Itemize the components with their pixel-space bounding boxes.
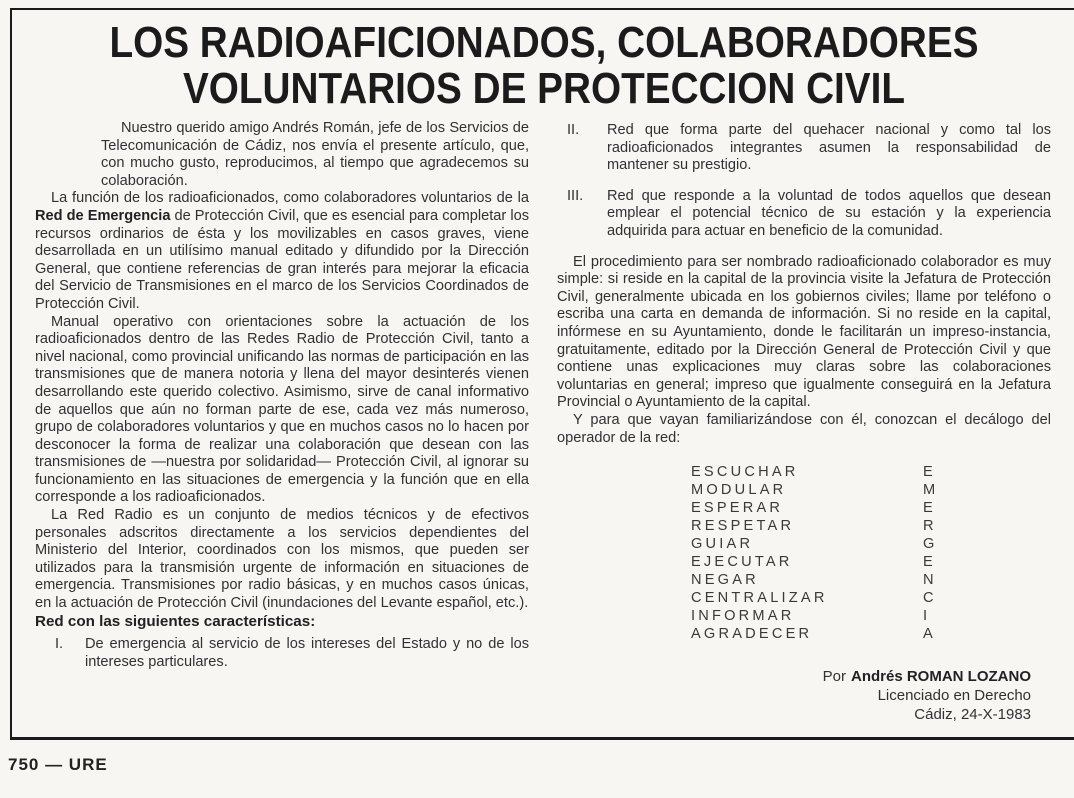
right-column	[557, 120, 1051, 724]
left-column	[35, 120, 529, 724]
decalogo-letter: E	[923, 464, 936, 481]
characteristics-subhead: Red con las siguientes características:	[35, 612, 316, 630]
list-item-1-numeral: I.	[55, 636, 64, 653]
decalogo-row	[691, 607, 1051, 625]
list-item-2-numeral: II.	[567, 122, 580, 138]
list-item-2-text: Red que forma parte del quehacer nacional y como tal los radioaficionados integrantes asumen la responsabilidad de mantener su prestigio.	[607, 122, 1051, 174]
decalogo-row	[691, 625, 1051, 643]
decalogo-letter: C	[923, 590, 937, 607]
decalogo-word: GUIAR	[691, 536, 754, 553]
page-number-footer: 750 — URE	[8, 755, 108, 774]
decalogo-word: ESPERAR	[691, 500, 784, 517]
list-item-3-numeral: III.	[567, 187, 584, 204]
signature-author-name: Andrés ROMAN LOZANO	[851, 668, 1031, 686]
decalogo-row	[691, 553, 1051, 571]
decalogo-word: CENTRALIZAR	[691, 590, 828, 607]
article-columns	[12, 118, 1074, 724]
list-item-2	[557, 122, 1051, 175]
list-item-1	[35, 636, 529, 671]
paragraph-funcion-bold: Red de Emergencia	[35, 207, 171, 224]
decalogo-letter: M	[923, 482, 939, 499]
article-title-line-2: VOLUNTARIOS DE PROTECCION CIVIL	[182, 64, 906, 113]
signature-credential: Licenciado en Derecho	[877, 687, 1031, 705]
list-item-3	[557, 188, 1051, 241]
paragraph-procedimiento: El procedimiento para ser nombrado radioaficionado colaborador es muy simple: si reside en la capital de la provincia visite la Jefatura de Protección Civil, generalmente ubicada en los gobiernos civiles; llame por teléfono o escriba una carta en demanda de información. Si no reside en la capital, infórmese en su Ayuntamiento, donde le facilitarán un impreso-instancia, gratuitamente, editado por la Dirección General de Protección Civil y que contiene unas explicaciones muy claras sobre las colaboraciones voluntarias en general; impreso que igualmente conseguirá en la Jefatura Provincial o Ayuntamiento de la capital.	[557, 253, 1051, 411]
decalogo-row	[691, 481, 1051, 499]
decalogo-letter: I	[923, 608, 931, 625]
decalogo-letter: R	[923, 518, 937, 535]
decalogo-word: NEGAR	[691, 572, 759, 589]
decalogo-letter: G	[923, 536, 938, 553]
editor-intro-paragraph: Nuestro querido amigo Andrés Román, jefe de los Servicios de Telecomunicación de Cádiz, nos envía el presente artículo, que, con mucho gusto, reproducimos, al tiempo que agradecemos su colaboración.	[101, 120, 529, 189]
decalogo-letter: E	[923, 500, 936, 517]
paragraph-funcion-before: La función de los radioaficionados, como colaboradores voluntarios de la	[51, 190, 529, 207]
paragraph-funcion-after: de Protección Civil, que es esencial para completar los recursos ordinarios de ésta y los movilizables en casos graves, viene desarrollada en un utilísimo manual editado y difundido por la Dirección General, que contiene referencias de gran interés para mejorar la eficacia del Servicio de Transmisiones en el marco de los Servicios Coordinados de Protección Civil.	[35, 207, 529, 312]
decalogo-word: INFORMAR	[691, 608, 795, 625]
signature-byline	[557, 667, 1031, 686]
decalogo-word: RESPETAR	[691, 518, 795, 535]
decalogo-row	[691, 589, 1051, 607]
decalogo-word: MODULAR	[691, 482, 787, 499]
signature-place-date: Cádiz, 24-X-1983	[914, 706, 1031, 724]
decalogo-row	[691, 517, 1051, 535]
decalogo-row	[691, 535, 1051, 553]
paragraph-manual: Manual operativo con orientaciones sobre la actuación de los radioaficionados dentro de las Redes Radio de Protección Civil, tanto a nivel nacional, como provincial unificando las normas de participación en las transmisiones que de manera notoria y llena del mayor desinterés vienen desarrollando este querido colectivo. Asimismo, sirve de canal informativo de aquellos que aún no forman parte de ese, cada vez más numeroso, grupo de colaboradores voluntarios y que en muchos casos no lo hacen por desconocer la forma de realizar una colaboración que desean con las transmisiones de —nuestra por solidaridad— Protección Civil, al ignorar su funcionamiento en las situaciones de emergencia y la función que en ella corresponde a los radioaficionados.	[35, 313, 529, 506]
paragraph-red-radio: La Red Radio es un conjunto de medios técnicos y de efectivos personales adscritos directamente a los servicios dependientes del Ministerio del Interior, coordinados con los mismos, que pueden ser utilizados para la transmisión urgente de información en situaciones de emergencia. Transmisiones por radio básicas, y en muchos casos únicas, en la actuación de Protección Civil (inundaciones del Levante español, etc.).	[35, 507, 529, 612]
article-title-line-1: LOS RADIOAFICIONADOS, COLABORADORES	[109, 18, 979, 67]
decalogo-word: AGRADECER	[691, 626, 813, 643]
decalogo-letter: A	[923, 626, 936, 643]
article-title	[12, 20, 1074, 112]
list-item-3-text: Red que responde a la voluntad de todos aquellos que desean emplear el potencial técnico de su estación y la experiencia adquirida para actuar en beneficio de la comunidad.	[607, 187, 1051, 239]
decalogo-word: EJECUTAR	[691, 554, 793, 571]
signature-prefix: Por	[822, 668, 846, 686]
paragraph-funcion	[35, 190, 529, 313]
decalogo-word: ESCUCHAR	[691, 464, 799, 481]
decalogo-row	[691, 571, 1051, 589]
decalogo-letter: E	[923, 554, 936, 571]
decalogo-list	[691, 463, 1051, 643]
decalogo-row	[691, 463, 1051, 481]
article-frame	[10, 8, 1074, 740]
list-item-1-text: De emergencia al servicio de los intereses del Estado y no de los intereses particulares.	[85, 636, 529, 670]
paragraph-decalogo-intro: Y para que vayan familiarizándose con él, conozcan el decálogo del operador de la red:	[557, 411, 1051, 446]
decalogo-row	[691, 499, 1051, 517]
signature-block	[557, 667, 1051, 724]
decalogo-letter: N	[923, 572, 937, 589]
